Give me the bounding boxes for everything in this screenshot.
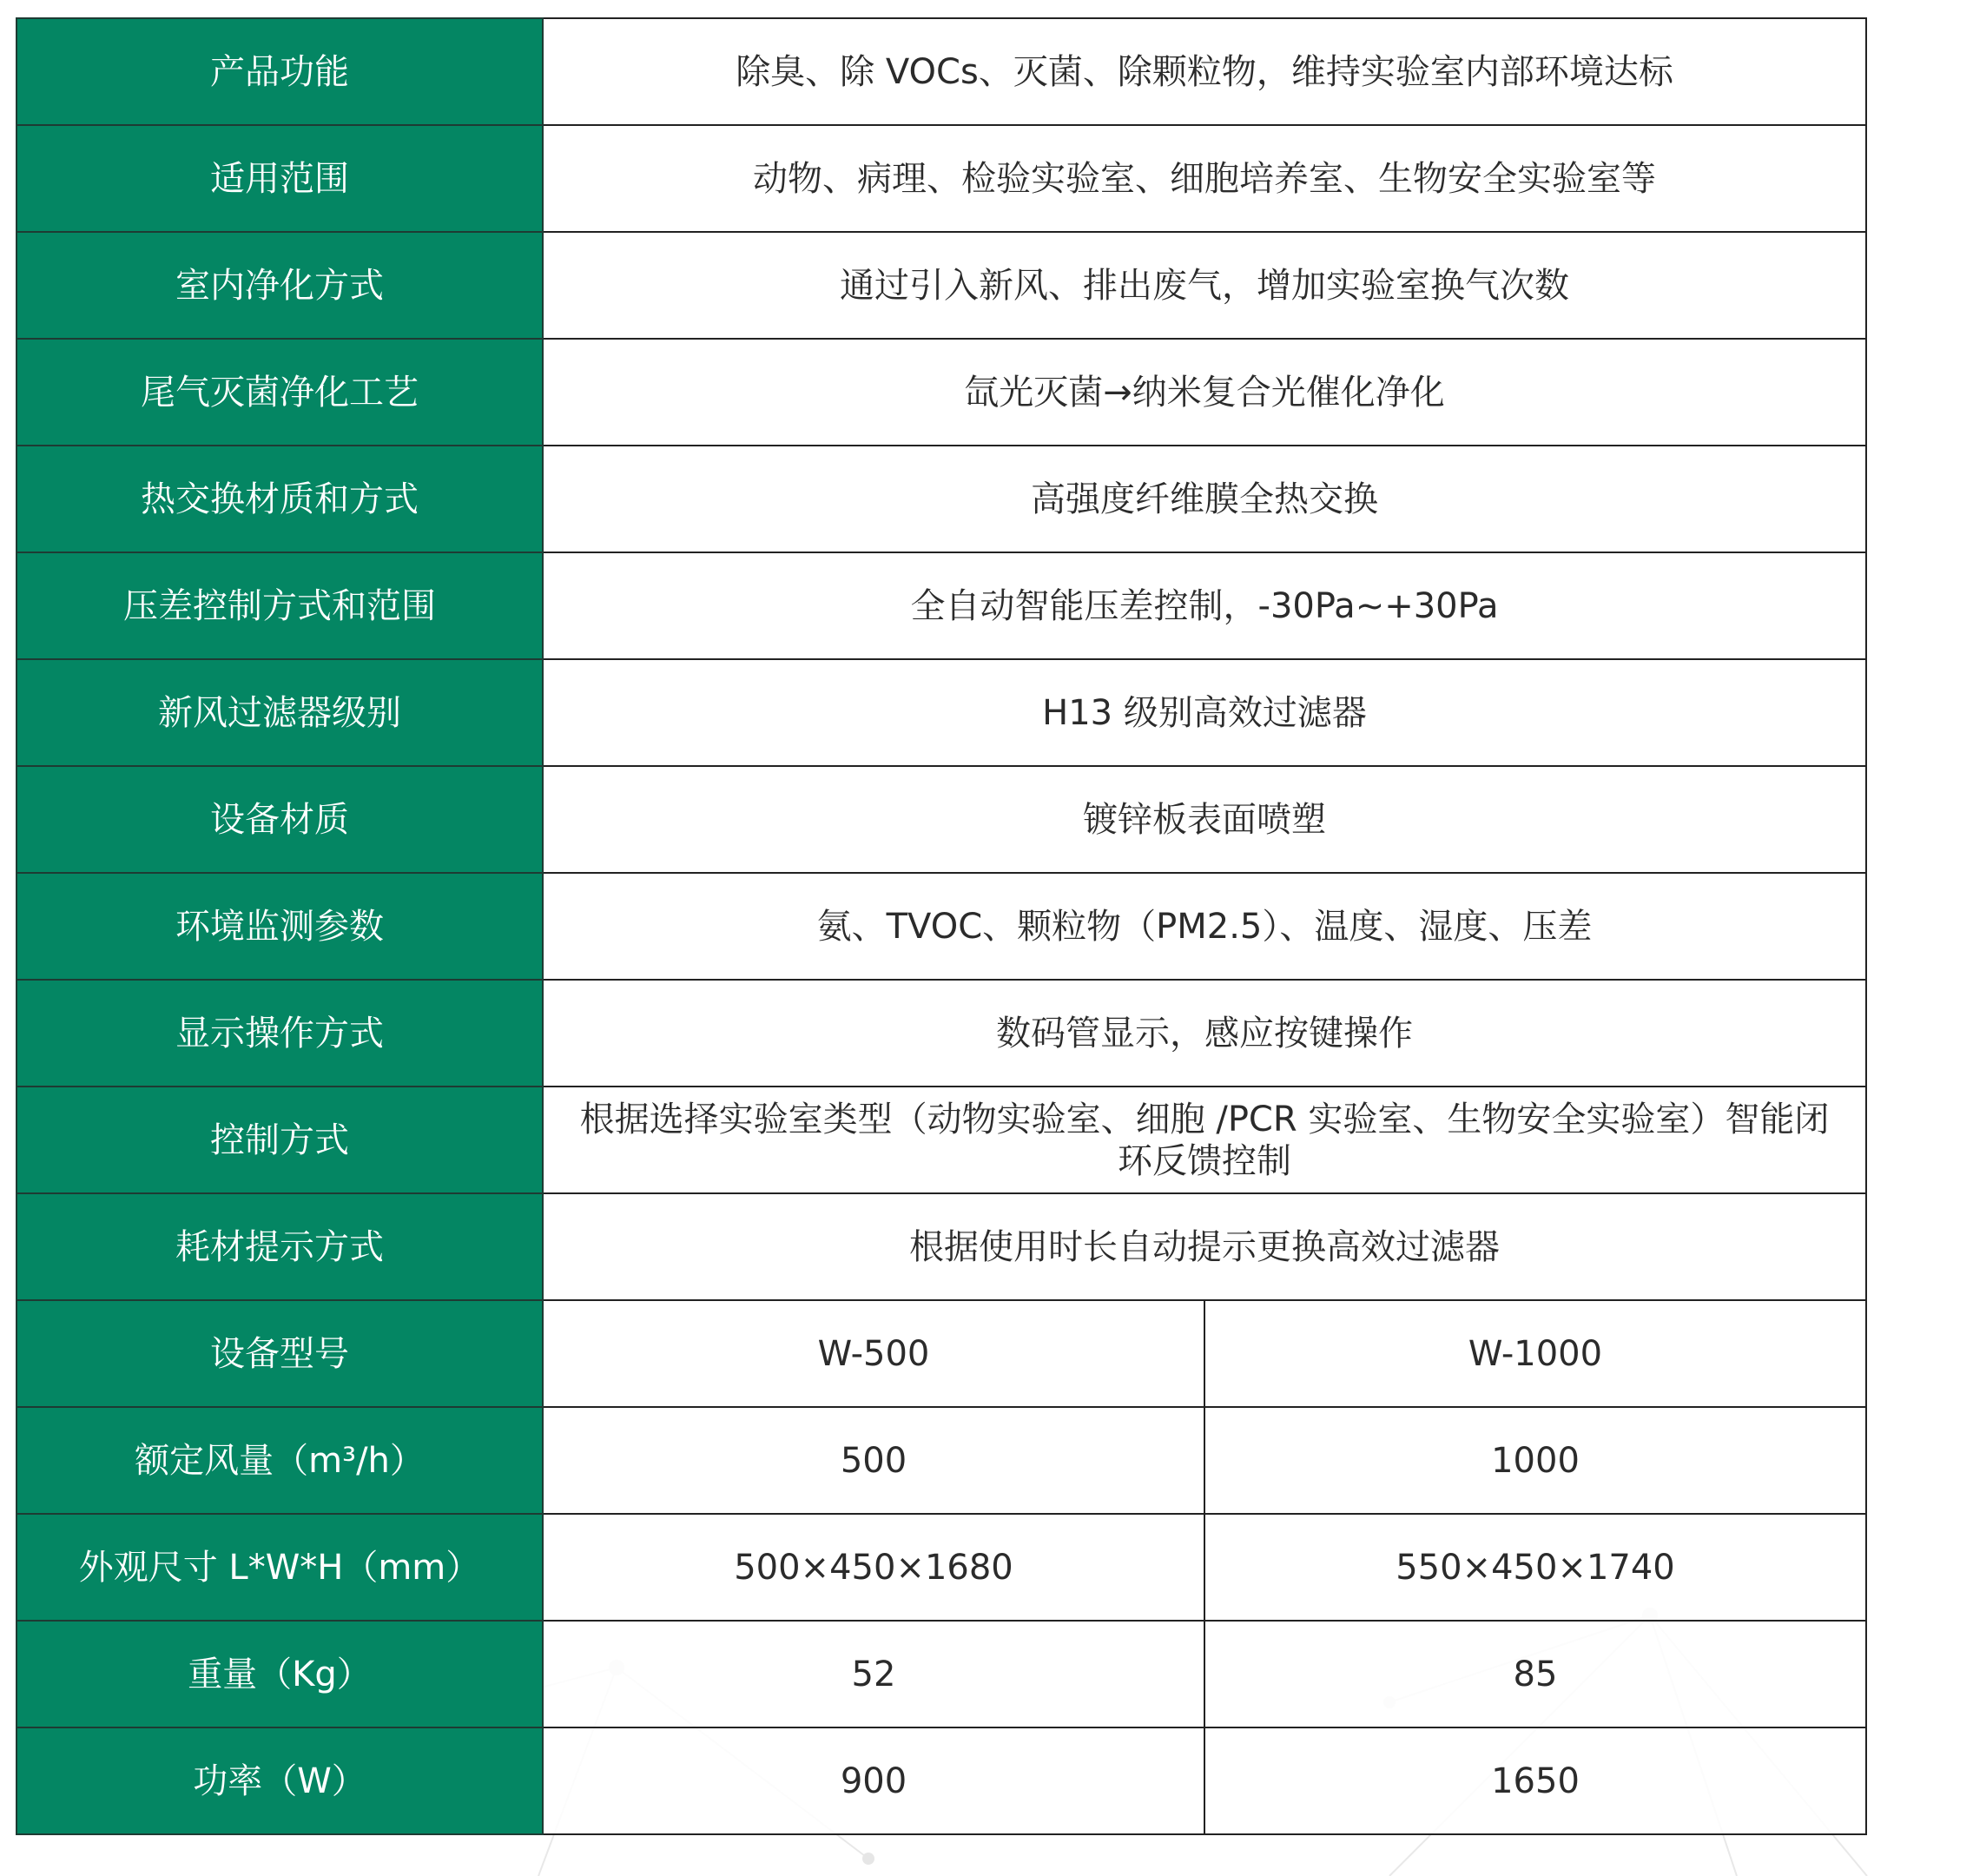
cell-w500-weight: 52	[543, 1621, 1204, 1727]
row-label-dimensions: 外观尺寸 L*W*H（mm）	[16, 1514, 543, 1621]
cell-w500-model: W-500	[543, 1300, 1204, 1407]
row-label-weight: 重量（Kg）	[16, 1621, 543, 1727]
row-label-application-scope: 适用范围	[16, 125, 543, 232]
row-label-equipment-material: 设备材质	[16, 766, 543, 873]
table-row	[16, 873, 1866, 980]
table-row	[16, 1621, 1866, 1727]
row-value-application-scope: 动物、病理、检验实验室、细胞培养室、生物安全实验室等	[543, 125, 1866, 232]
spec-table-body	[16, 18, 1866, 1834]
row-value-monitoring-params: 氨、TVOC、颗粒物（PM2.5）、温度、湿度、压差	[543, 873, 1866, 980]
table-row	[16, 446, 1866, 552]
table-row	[16, 1300, 1866, 1407]
row-label-exhaust-sterilization: 尾气灭菌净化工艺	[16, 339, 543, 446]
row-label-power: 功率（W）	[16, 1727, 543, 1834]
row-label-control-mode: 控制方式	[16, 1087, 543, 1193]
row-value-indoor-purification: 通过引入新风、排出废气，增加实验室换气次数	[543, 232, 1866, 339]
row-label-consumable-reminder: 耗材提示方式	[16, 1193, 543, 1300]
spec-table	[16, 17, 1867, 1835]
table-row	[16, 552, 1866, 659]
table-row	[16, 1087, 1866, 1193]
row-value-exhaust-sterilization: 氙光灭菌→纳米复合光催化净化	[543, 339, 1866, 446]
cell-w1000-model: W-1000	[1204, 1300, 1866, 1407]
row-value-consumable-reminder: 根据使用时长自动提示更换高效过滤器	[543, 1193, 1866, 1300]
cell-w1000-dimensions: 550×450×1740	[1204, 1514, 1866, 1621]
table-row	[16, 125, 1866, 232]
table-row	[16, 1727, 1866, 1834]
table-row	[16, 766, 1866, 873]
cell-w500-dimensions: 500×450×1680	[543, 1514, 1204, 1621]
table-row	[16, 1193, 1866, 1300]
cell-w1000-weight: 85	[1204, 1621, 1866, 1727]
cell-w500-power: 900	[543, 1727, 1204, 1834]
row-value-display-operation: 数码管显示，感应按键操作	[543, 980, 1866, 1087]
row-label-pressure-control: 压差控制方式和范围	[16, 552, 543, 659]
table-row	[16, 232, 1866, 339]
cell-w500-airflow: 500	[543, 1407, 1204, 1514]
row-label-model: 设备型号	[16, 1300, 543, 1407]
row-label-indoor-purification: 室内净化方式	[16, 232, 543, 339]
row-label-monitoring-params: 环境监测参数	[16, 873, 543, 980]
table-row	[16, 659, 1866, 766]
cell-w1000-power: 1650	[1204, 1727, 1866, 1834]
row-label-rated-airflow: 额定风量（m³/h）	[16, 1407, 543, 1514]
table-row	[16, 1514, 1866, 1621]
row-value-heat-exchange: 高强度纤维膜全热交换	[543, 446, 1866, 552]
row-value-product-function: 除臭、除 VOCs、灭菌、除颗粒物，维持实验室内部环境达标	[543, 18, 1866, 125]
table-row	[16, 980, 1866, 1087]
row-value-pressure-control: 全自动智能压差控制，-30Pa~+30Pa	[543, 552, 1866, 659]
table-row	[16, 1407, 1866, 1514]
row-value-equipment-material: 镀锌板表面喷塑	[543, 766, 1866, 873]
row-value-control-mode: 根据选择实验室类型（动物实验室、细胞 /PCR 实验室、生物安全实验室）智能闭环反馈控制	[543, 1087, 1866, 1193]
row-label-display-operation: 显示操作方式	[16, 980, 543, 1087]
cell-w1000-airflow: 1000	[1204, 1407, 1866, 1514]
row-label-product-function: 产品功能	[16, 18, 543, 125]
row-label-heat-exchange: 热交换材质和方式	[16, 446, 543, 552]
row-label-filter-grade: 新风过滤器级别	[16, 659, 543, 766]
row-value-filter-grade: H13 级别高效过滤器	[543, 659, 1866, 766]
table-row	[16, 18, 1866, 125]
table-row	[16, 339, 1866, 446]
